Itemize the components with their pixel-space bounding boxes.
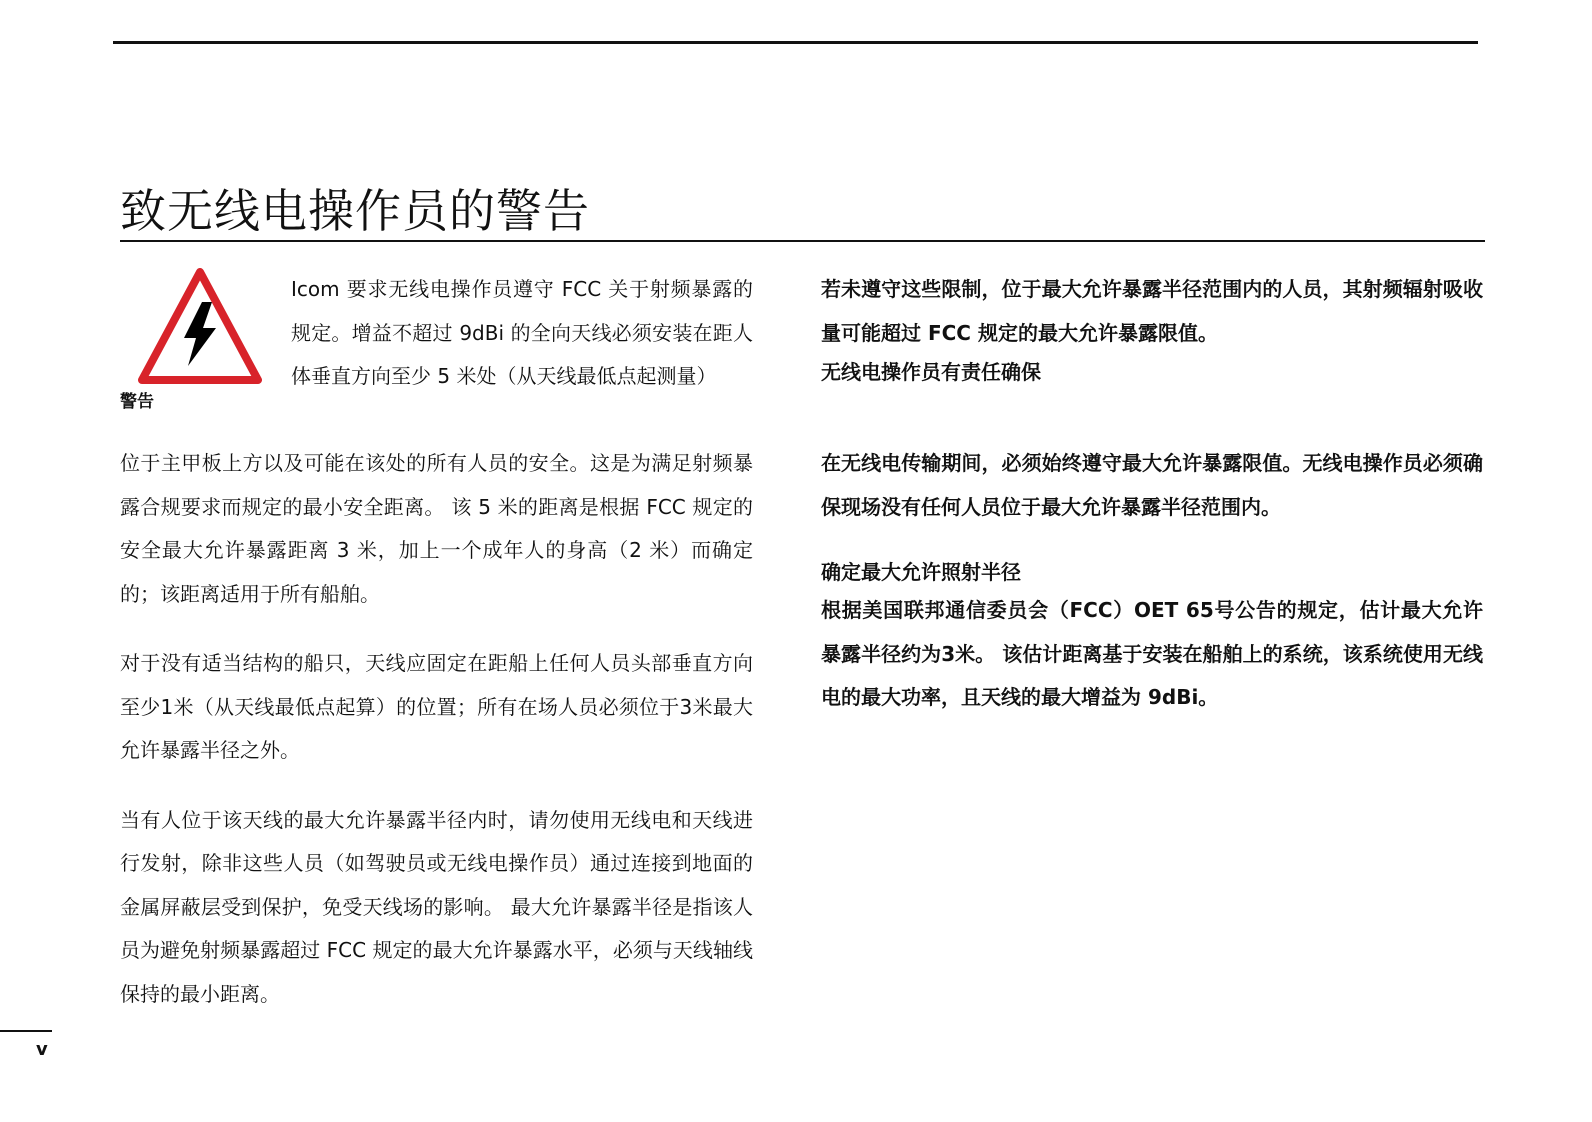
title-rule [120, 240, 1485, 242]
right-paragraph-2: 在无线电传输期间，必须始终遵守最大允许暴露限值。无线电操作员必须确保现场没有任何人员位于最大允许暴露半径范围内。 [821, 451, 1483, 519]
body-paragraph-1: 位于主甲板上方以及可能在该处的所有人员的安全。这是为满足射频暴露合规要求而规定的最小安全距离。 该 5 米的距离是根据 FCC 规定的安全最大允许暴露距离 3 米，加上一个成年人的身高（2 米）而确定的；该距离适用于所有船舶。 [120, 451, 753, 606]
left-column [120, 442, 753, 1016]
high-voltage-warning-triangle-icon [138, 268, 262, 384]
right-paragraph-1b: 无线电操作员有责任确保 [821, 360, 1041, 384]
right-column [821, 268, 1483, 720]
top-rule [113, 41, 1478, 44]
page-number: v [36, 1039, 48, 1060]
right-paragraph-1: 若未遵守这些限制，位于最大允许暴露半径范围内的人员，其射频辐射吸收量可能超过 FCC 规定的最大允许暴露限值。 [821, 277, 1483, 345]
body-paragraph-3: 当有人位于该天线的最大允许暴露半径内时，请勿使用无线电和天线进行发射，除非这些人员（如驾驶员或无线电操作员）通过连接到地面的金属屏蔽层受到保护，免受天线场的影响。 最大允许暴露半径是指该人员为避免射频暴露超过 FCC 规定的最大允许暴露水平，必须与天线轴线保持的最小距离。 [120, 807, 753, 1006]
intro-paragraph: Icom 要求无线电操作员遵守 FCC 关于射频暴露的规定。增益不超过 9dBi 的全向天线必须安装在距人体垂直方向至少 5 米处（从天线最低点起测量） [291, 277, 753, 388]
footer-rule [0, 1030, 52, 1032]
body-paragraph-2: 对于没有适当结构的船只，天线应固定在距船上任何人员头部垂直方向至少1米（从天线最低点起算）的位置；所有在场人员必须位于3米最大允许暴露半径之外。 [120, 651, 753, 762]
warning-figure [120, 268, 290, 418]
right-paragraph-3: 根据美国联邦通信委员会（FCC）OET 65号公告的规定，估计最大允许暴露半径约为3米。 该估计距离基于安装在船舶上的系统，该系统使用无线电的最大功率，且天线的最大增益为 9dBi。 [821, 598, 1483, 709]
section-heading: 确定最大允许照射半径 [821, 560, 1021, 584]
warning-caption: 警告 [120, 392, 154, 412]
page-title: 致无线电操作员的警告 [120, 184, 590, 238]
intro-text [291, 268, 753, 399]
